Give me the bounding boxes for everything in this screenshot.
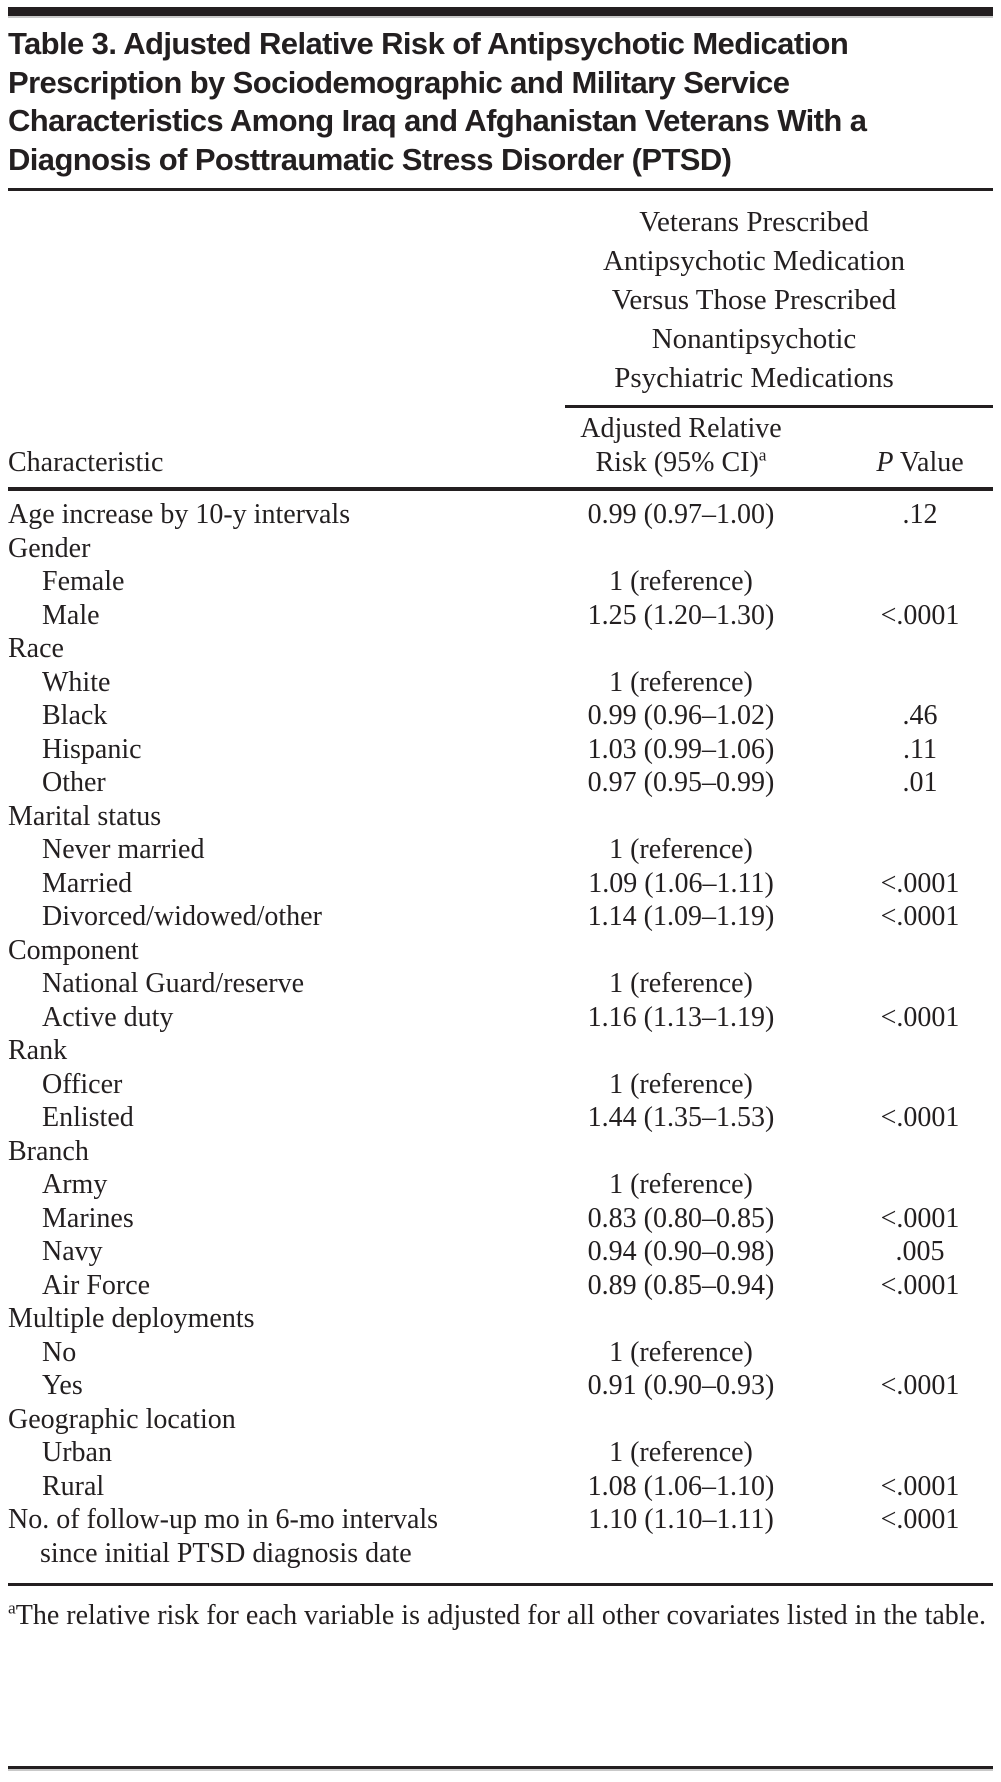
table-row [8, 1202, 993, 1236]
relative-risk-cell: 1 (reference) [609, 1169, 753, 1200]
characteristic-label: Geographic location [8, 1403, 236, 1435]
p-value-cell: .46 [902, 700, 938, 731]
table-title [8, 25, 993, 179]
p-value-cell [847, 1302, 993, 1336]
characteristic-cell [8, 1436, 515, 1470]
characteristic-cell [8, 1235, 515, 1269]
relative-risk-cell [515, 1034, 847, 1068]
characteristic-cell [8, 800, 515, 834]
characteristic-label: Urban [42, 1437, 112, 1468]
characteristic-label: Navy [42, 1236, 103, 1267]
table-title-line: Characteristics Among Iraq and Afghanistan Veterans With a [8, 103, 867, 138]
relative-risk-cell: 1 (reference) [609, 834, 753, 865]
characteristic-cell [8, 1269, 515, 1303]
top-rule [8, 7, 993, 18]
characteristic-cell [8, 1135, 515, 1169]
characteristic-label: Male [42, 599, 100, 631]
characteristic-cell [8, 934, 515, 968]
characteristic-label: Rural [42, 1470, 105, 1502]
characteristic-label: Marital status [8, 800, 162, 832]
table-row [8, 699, 993, 733]
characteristic-cell [8, 1403, 515, 1437]
characteristic-cell [8, 1336, 515, 1370]
characteristic-label: Yes [42, 1370, 83, 1401]
characteristic-label: Hispanic [42, 733, 142, 765]
p-value-cell: <.0001 [880, 1504, 960, 1535]
characteristic-cell [8, 1034, 515, 1068]
column-group-rule [565, 405, 993, 408]
relative-risk-cell: 0.99 (0.97–1.00) [587, 499, 775, 530]
table-row [8, 1369, 993, 1403]
characteristic-label: No [42, 1336, 77, 1368]
relative-risk-column-header [515, 412, 847, 480]
p-value-cell: <.0001 [880, 901, 960, 932]
table-row [8, 498, 993, 532]
relative-risk-cell [515, 1135, 847, 1169]
p-value-cell: <.0001 [880, 1001, 960, 1033]
relative-risk-cell: 1.03 (0.99–1.06) [587, 733, 775, 765]
p-value-cell: <.0001 [880, 1470, 960, 1502]
p-value-cell [847, 632, 993, 666]
characteristic-label: Army [42, 1169, 108, 1200]
characteristic-cell [8, 599, 515, 633]
p-value-cell: .005 [895, 1236, 945, 1267]
footnote-marker: a [8, 1598, 16, 1618]
characteristic-cell [8, 498, 515, 532]
table-title-line: Prescription by Sociodemographic and Military Service [8, 64, 790, 100]
p-value-cell: <.0001 [880, 1102, 960, 1133]
table-title-line: Table 3. Adjusted Relative Risk of Antipsychotic Medication [8, 26, 849, 61]
characteristic-label: Officer [42, 1068, 123, 1100]
characteristic-label: Female [42, 566, 125, 597]
p-value-cell [847, 1403, 993, 1437]
characteristic-label: Never married [42, 834, 205, 865]
relative-risk-cell: 1.14 (1.09–1.19) [587, 901, 775, 932]
bottom-rule [8, 1766, 993, 1771]
characteristic-label: Component [8, 934, 139, 966]
relative-risk-cell: 0.99 (0.96–1.02) [587, 700, 775, 731]
characteristic-cell [8, 1470, 515, 1504]
p-value-cell [847, 1168, 993, 1202]
table-footnote: $^a$The relative risk for each variable is adjusted for all other covariates listed in the table. [8, 1598, 986, 1631]
characteristic-cell [8, 1101, 515, 1135]
relative-risk-cell [515, 1403, 847, 1437]
p-value-cell [847, 967, 993, 1001]
characteristic-cell [8, 1302, 515, 1336]
table-row [8, 532, 993, 566]
characteristic-label: Marines [42, 1202, 134, 1234]
table-row [8, 900, 993, 934]
table-row [8, 1068, 993, 1102]
relative-risk-cell: 0.89 (0.85–0.94) [587, 1269, 775, 1301]
table-row [8, 1168, 993, 1202]
relative-risk-cell: 1.09 (1.06–1.11) [588, 867, 774, 899]
p-value-cell: .11 [903, 733, 937, 765]
p-value-cell: <.0001 [880, 1202, 960, 1234]
table-row [8, 1135, 993, 1169]
table-row [8, 1001, 993, 1035]
table-row [8, 1470, 993, 1504]
relative-risk-cell: 0.94 (0.90–0.98) [587, 1236, 775, 1267]
characteristic-cell [8, 1369, 515, 1403]
relative-risk-cell: 1.25 (1.20–1.30) [587, 599, 775, 631]
p-value-cell: .12 [902, 499, 938, 530]
column-group-header [515, 191, 993, 408]
relative-risk-cell: 1.10 (1.10–1.11) [588, 1504, 774, 1535]
characteristic-cell [8, 1068, 515, 1102]
column-group-header-line: Antipsychotic Medication [602, 245, 906, 277]
characteristic-label: Black [42, 700, 108, 731]
table-row [8, 1235, 993, 1269]
characteristic-label: Gender [8, 532, 91, 564]
characteristic-cell [8, 1503, 515, 1570]
table-row [8, 565, 993, 599]
characteristic-cell [8, 733, 515, 767]
column-group-header-line: Nonantipsychotic [651, 323, 857, 355]
p-value-cell [847, 1135, 993, 1169]
characteristic-label: White [42, 666, 111, 698]
characteristic-cell [8, 867, 515, 901]
p-value-cell [847, 666, 993, 700]
relative-risk-cell: 1.16 (1.13–1.19) [587, 1001, 775, 1033]
table-row [8, 733, 993, 767]
relative-risk-cell: 1 (reference) [609, 566, 753, 597]
table-row [8, 1403, 993, 1437]
relative-risk-cell: 1 (reference) [609, 666, 753, 698]
p-value-cell [847, 1068, 993, 1102]
table-body [8, 491, 993, 1570]
characteristic-label: No. of follow-up mo in 6-mo intervals [8, 1504, 439, 1535]
relative-risk-cell: 0.91 (0.90–0.93) [587, 1370, 775, 1401]
p-value-cell [847, 1336, 993, 1370]
relative-risk-cell: 0.83 (0.80–0.85) [587, 1202, 775, 1234]
p-value-cell [847, 934, 993, 968]
p-value-cell [847, 532, 993, 566]
table-row [8, 766, 993, 800]
table-row [8, 867, 993, 901]
characteristic-label: Active duty [42, 1001, 174, 1033]
characteristic-label-wrap: since initial PTSD diagnosis date [40, 1537, 412, 1569]
p-value-column-header: P Value [876, 447, 964, 478]
characteristic-cell [8, 1001, 515, 1035]
relative-risk-cell: 1 (reference) [609, 1437, 753, 1468]
relative-risk-header-line1: Adjusted Relative [580, 413, 782, 444]
table-row [8, 1101, 993, 1135]
column-header-row [8, 412, 993, 480]
characteristic-cell [8, 565, 515, 599]
column-group-header-line: Versus Those Prescribed [611, 284, 897, 316]
p-value-cell [847, 800, 993, 834]
table-row [8, 800, 993, 834]
relative-risk-cell [515, 532, 847, 566]
table-row [8, 1034, 993, 1068]
relative-risk-cell: 1.44 (1.35–1.53) [587, 1102, 775, 1133]
relative-risk-cell [515, 934, 847, 968]
characteristic-label: National Guard/reserve [42, 968, 304, 999]
table-row [8, 1336, 993, 1370]
characteristic-label: Rank [8, 1035, 68, 1066]
column-group-header-spacer [8, 191, 515, 408]
footnote-rule [8, 1583, 993, 1586]
characteristic-cell [8, 900, 515, 934]
characteristic-label: Multiple deployments [8, 1303, 255, 1334]
characteristic-label: Race [8, 633, 64, 664]
characteristic-cell [8, 967, 515, 1001]
footnote-marker: a [758, 445, 767, 465]
characteristic-label: Air Force [42, 1269, 151, 1301]
table-row [8, 1269, 993, 1303]
relative-risk-cell: 0.97 (0.95–0.99) [587, 767, 775, 798]
characteristic-label: Branch [8, 1135, 89, 1167]
characteristic-cell [8, 632, 515, 666]
table-row [8, 934, 993, 968]
p-value-cell: <.0001 [880, 1269, 960, 1301]
table-row [8, 967, 993, 1001]
characteristic-cell [8, 1168, 515, 1202]
characteristic-label: Enlisted [42, 1102, 134, 1133]
table-row [8, 1302, 993, 1336]
table-row [8, 666, 993, 700]
relative-risk-cell [515, 1302, 847, 1336]
characteristic-column-header: Characteristic [8, 447, 164, 478]
table-row [8, 599, 993, 633]
relative-risk-cell: 1 (reference) [609, 1068, 753, 1100]
relative-risk-cell: 1.08 (1.06–1.10) [587, 1470, 775, 1502]
characteristic-cell [8, 666, 515, 700]
relative-risk-cell [515, 632, 847, 666]
p-value-cell: <.0001 [880, 867, 960, 899]
table-row [8, 1436, 993, 1470]
relative-risk-cell [515, 800, 847, 834]
characteristic-label: Divorced/widowed/other [42, 901, 322, 932]
relative-risk-cell: 1 (reference) [609, 968, 753, 999]
p-value-cell: .01 [902, 767, 938, 798]
p-value-cell [847, 833, 993, 867]
characteristic-label: Age increase by 10-y intervals [8, 499, 351, 530]
table-row [8, 632, 993, 666]
characteristic-cell [8, 833, 515, 867]
characteristic-cell [8, 532, 515, 566]
characteristic-cell [8, 699, 515, 733]
characteristic-cell [8, 766, 515, 800]
relative-risk-cell: 1 (reference) [609, 1336, 753, 1368]
relative-risk-header-line2: Risk (95% CI)$^a$ [595, 445, 767, 478]
table-row [8, 833, 993, 867]
column-group-header-line: Psychiatric Medications [614, 362, 894, 394]
p-value-cell [847, 1436, 993, 1470]
characteristic-label: Other [42, 767, 106, 798]
column-group-header-row [8, 191, 993, 408]
characteristic-cell [8, 1202, 515, 1236]
table-row [8, 1503, 993, 1570]
p-value-cell: <.0001 [880, 1370, 960, 1401]
characteristic-label: Married [42, 867, 133, 899]
column-group-header-line: Veterans Prescribed [639, 206, 869, 238]
p-value-cell [847, 565, 993, 599]
p-value-cell [847, 1034, 993, 1068]
table-title-line: Diagnosis of Posttraumatic Stress Disorder (PTSD) [8, 141, 732, 177]
p-value-cell: <.0001 [880, 599, 960, 631]
